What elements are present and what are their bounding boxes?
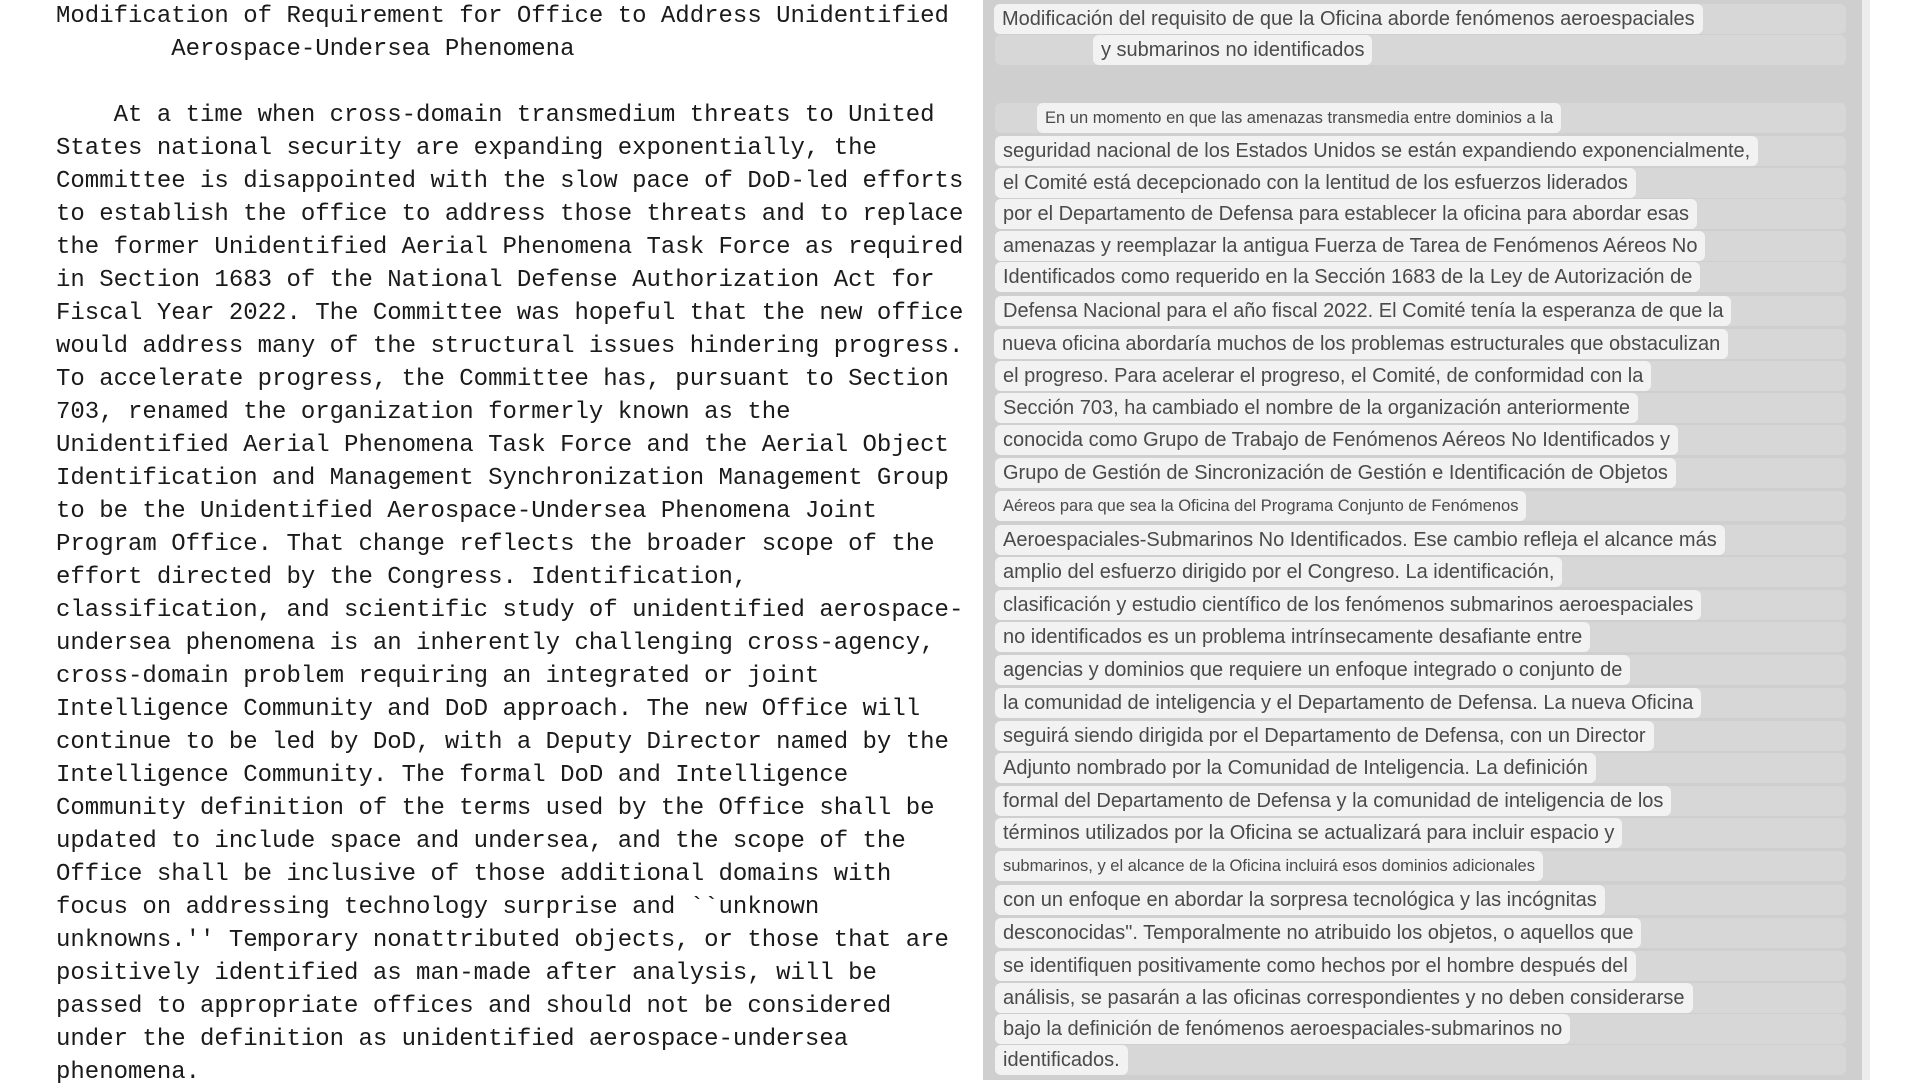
- translation-line: submarinos, y el alcance de la Oficina incluirá esos dominios adicionales: [995, 851, 1543, 881]
- original-body: At a time when cross-domain transmedium threats to United States national security are expanding exponentially, the Committee is disappointed with the slow pace of DoD-led efforts to establish the office to address those threats and to replace the former Unidentified Aerial Phenomena Task Force as required in Section 1683 of the National Defense Authorization Act for Fiscal Year 2022. The Committee was hopeful that the new office would address many of the structural issues hindering progress. To accelerate progress, the Committee has, pursuant to Section 703, renamed the organization formerly known as the Unidentified Aerial Phenomena Task Force and the Aerial Object Identification and Management Synchronization Management Group to be the Unidentified Aerospace-Undersea Phenomena Joint Program Office. That change reflects the broader scope of the effort directed by the Congress. Identification, classification, and scientific study of unidentified aerospace- undersea phenomena is an inherently challenging cross-agency, cross-domain problem requiring an integrated or joint Intelligence Community and DoD approach. The new Office will continue to be led by DoD, with a Deputy Director named by the Intelligence Community. The formal DoD and Intelligence Community definition of the terms used by the Office shall be updated to include space and undersea, and the scope of the Office shall be inclusive of those additional domains with focus on addressing technology surprise and ``unknown unknowns.'' Temporary nonattributed objects, or those that are positively identified as man-made after analysis, will be passed to appropriate offices and should not be considered under the definition as unidentified aerospace-undersea phenomena.: [56, 102, 964, 1086]
- translation-line: seguridad nacional de los Estados Unidos se están expandiendo exponencialmente,: [995, 136, 1758, 166]
- translation-line: se identifiquen positivamente como hechos por el hombre después del: [995, 951, 1636, 981]
- translation-line: términos utilizados por la Oficina se actualizará para incluir espacio y: [995, 818, 1622, 848]
- translation-line: amenazas y reemplazar la antigua Fuerza de Tarea de Fenómenos Aéreos No: [995, 231, 1705, 261]
- translation-line: Adjunto nombrado por la Comunidad de Inteligencia. La definición: [995, 753, 1596, 783]
- page-margin: [1870, 0, 1920, 1080]
- translation-line: el progreso. Para acelerar el progreso, el Comité, de conformidad con la: [995, 361, 1651, 391]
- translation-line: el Comité está decepcionado con la lentitud de los esfuerzos liderados: [995, 168, 1636, 198]
- translation-line: En un momento en que las amenazas transmedia entre dominios a la: [1037, 103, 1561, 133]
- translation-line: y submarinos no identificados: [1093, 35, 1372, 65]
- translation-line: la comunidad de inteligencia y el Departamento de Defensa. La nueva Oficina: [995, 688, 1701, 718]
- original-title: Modification of Requirement for Office to Address Unidentified Aerospace-Undersea Phenomena: [56, 3, 949, 63]
- translation-line: formal del Departamento de Defensa y la comunidad de inteligencia de los: [995, 786, 1671, 816]
- translation-line: clasificación y estudio científico de los fenómenos submarinos aeroespaciales: [995, 590, 1701, 620]
- translation-line: conocida como Grupo de Trabajo de Fenómenos Aéreos No Identificados y: [995, 425, 1678, 455]
- translation-panel: [983, 0, 1870, 1080]
- translation-line: amplio del esfuerzo dirigido por el Congreso. La identificación,: [995, 557, 1562, 587]
- translation-line: Defensa Nacional para el año fiscal 2022. El Comité tenía la esperanza de que la: [995, 296, 1731, 326]
- translation-line: nueva oficina abordaría muchos de los problemas estructurales que obstaculizan: [994, 329, 1728, 359]
- translation-line: desconocidas". Temporalmente no atribuido los objetos, o aquellos que: [995, 918, 1641, 948]
- translation-line: por el Departamento de Defensa para establecer la oficina para abordar esas: [995, 199, 1697, 229]
- translation-line: Modificación del requisito de que la Oficina aborde fenómenos aeroespaciales: [994, 4, 1703, 34]
- translation-line: bajo la definición de fenómenos aeroespaciales-submarinos no: [995, 1014, 1570, 1044]
- translation-line: Aéreos para que sea la Oficina del Programa Conjunto de Fenómenos: [995, 491, 1526, 521]
- translation-line: identificados.: [995, 1045, 1128, 1075]
- translation-line: seguirá siendo dirigida por el Departamento de Defensa, con un Director: [995, 721, 1654, 751]
- translation-line: Aeroespaciales-Submarinos No Identificados. Ese cambio refleja el alcance más: [995, 525, 1725, 555]
- panel-edge-strip: [1862, 0, 1870, 1080]
- translation-line: Identificados como requerido en la Sección 1683 de la Ley de Autorización de: [995, 262, 1700, 292]
- translation-line: agencias y dominios que requiere un enfoque integrado o conjunto de: [995, 655, 1630, 685]
- translation-line: no identificados es un problema intrínsecamente desafiante entre: [995, 622, 1590, 652]
- translation-line: Grupo de Gestión de Sincronización de Gestión e Identificación de Objetos: [995, 458, 1676, 488]
- translation-line: análisis, se pasarán a las oficinas correspondientes y no deben considerarse: [995, 983, 1693, 1013]
- translation-line: Sección 703, ha cambiado el nombre de la organización anteriormente: [995, 393, 1638, 423]
- translation-line: con un enfoque en abordar la sorpresa tecnológica y las incógnitas: [995, 885, 1605, 915]
